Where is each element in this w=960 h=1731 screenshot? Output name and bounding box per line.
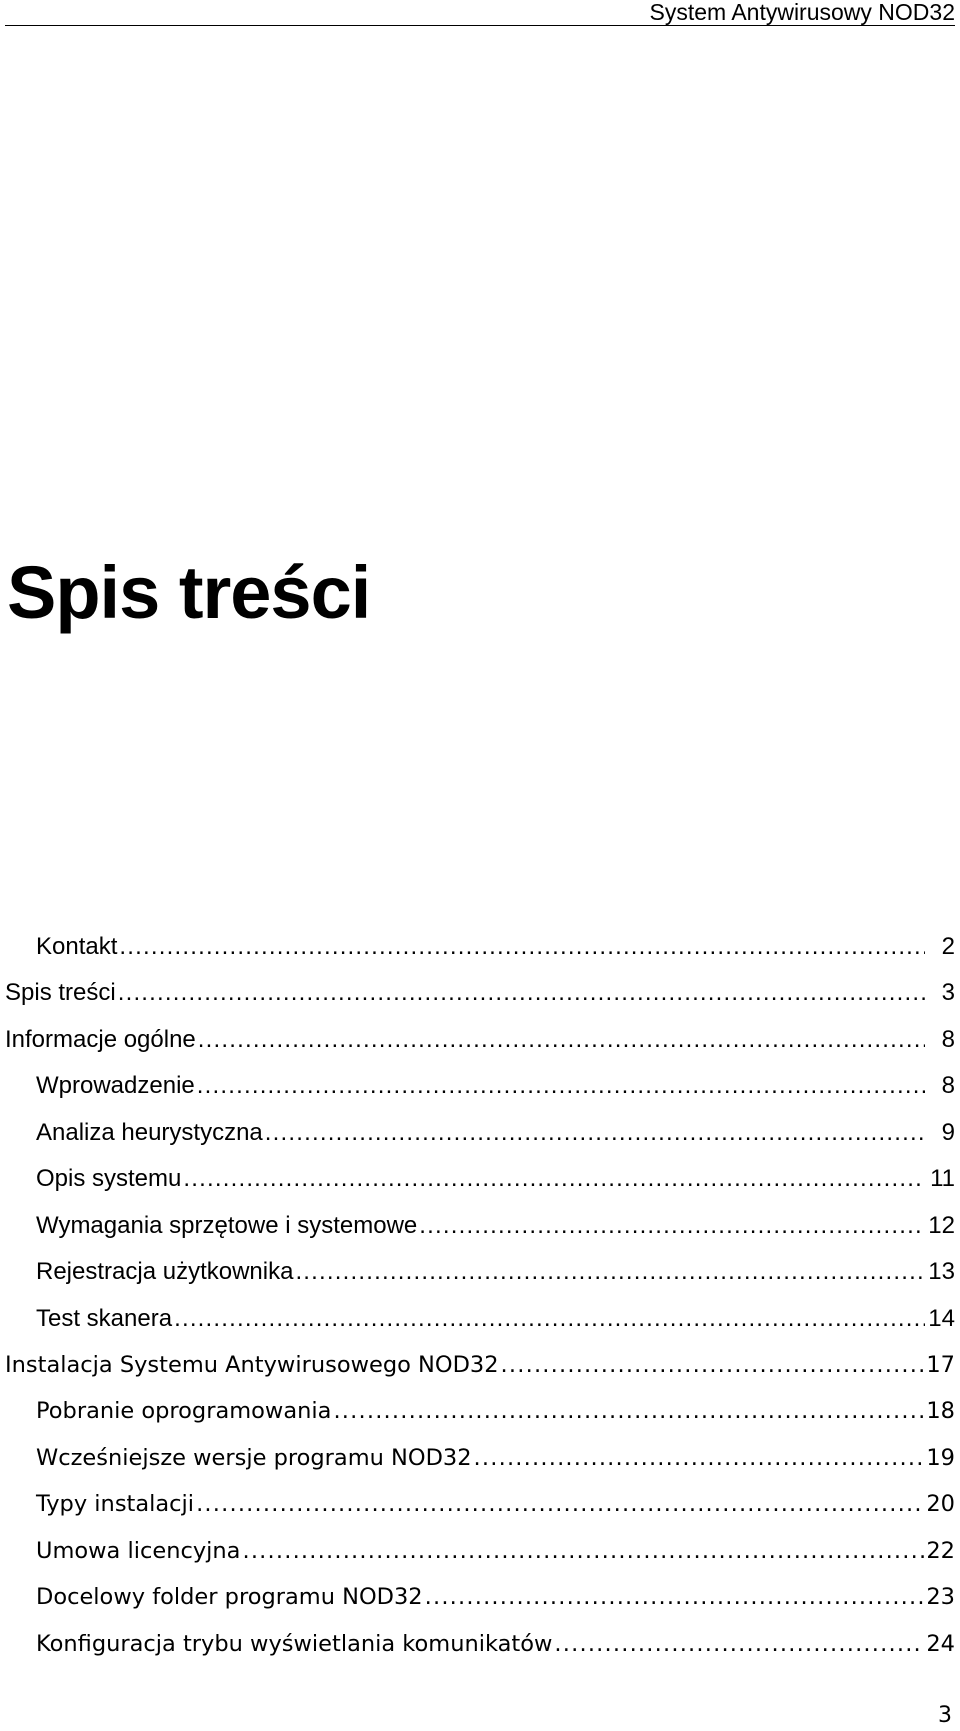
toc-entry[interactable] <box>5 1018 955 1064</box>
toc-entry-label: Umowa licencyjna <box>36 1537 241 1564</box>
toc-entry[interactable] <box>5 1204 955 1250</box>
toc-entry-label: Informacje ogólne <box>5 1025 196 1053</box>
toc-dot-leader <box>474 1436 925 1480</box>
toc-entry[interactable] <box>5 1250 955 1296</box>
toc-entry[interactable] <box>5 1111 955 1157</box>
toc-dot-leader <box>197 1064 925 1108</box>
table-of-contents <box>5 925 955 1668</box>
toc-entry-label: Typy instalacji <box>36 1491 195 1518</box>
toc-entry[interactable] <box>5 1622 955 1668</box>
toc-dot-leader <box>242 1529 924 1573</box>
toc-dot-leader <box>419 1204 925 1248</box>
page-title: Spis treści <box>7 551 371 634</box>
toc-entry-page: 17 <box>926 1351 955 1378</box>
toc-dot-leader <box>295 1250 925 1294</box>
toc-entry[interactable] <box>5 1064 955 1110</box>
toc-entry-page: 13 <box>928 1258 955 1286</box>
toc-entry-page: 11 <box>930 1165 955 1193</box>
toc-entry[interactable] <box>5 1436 955 1482</box>
toc-entry-label: Wcześniejsze wersje programu NOD32 <box>36 1444 472 1471</box>
toc-entry-page: 2 <box>941 933 955 960</box>
toc-dot-leader <box>554 1622 924 1666</box>
toc-entry-label: Spis treści <box>5 979 116 1007</box>
toc-entry-page: 12 <box>928 1211 955 1239</box>
toc-entry-page: 3 <box>941 979 955 1007</box>
toc-dot-leader <box>174 1297 925 1341</box>
toc-entry[interactable] <box>5 1343 955 1389</box>
toc-dot-leader <box>119 925 925 969</box>
toc-entry-page: 24 <box>926 1630 955 1657</box>
toc-entry-label: Pobranie oprogramowania <box>36 1398 332 1425</box>
toc-dot-leader <box>118 971 925 1015</box>
running-header-title: System Antywirusowy NOD32 <box>649 0 955 25</box>
toc-entry-page: 9 <box>941 1118 955 1146</box>
toc-entry-label: Wprowadzenie <box>36 1072 195 1100</box>
toc-entry[interactable] <box>5 1575 955 1621</box>
toc-entry[interactable] <box>5 1482 955 1528</box>
page-number: 3 <box>938 1703 952 1728</box>
toc-dot-leader <box>183 1157 925 1201</box>
toc-dot-leader <box>265 1111 925 1155</box>
toc-entry[interactable] <box>5 971 955 1017</box>
toc-entry-page: 20 <box>926 1491 955 1518</box>
toc-entry-label: Konfiguracja trybu wyświetlania komunikatów <box>36 1630 553 1657</box>
toc-entry[interactable] <box>5 1297 955 1343</box>
toc-dot-leader <box>198 1018 925 1062</box>
toc-entry-label: Opis systemu <box>36 1165 182 1193</box>
toc-entry-label: Wymagania sprzętowe i systemowe <box>36 1211 418 1239</box>
toc-entry-label: Rejestracja użytkownika <box>36 1258 294 1286</box>
running-header <box>5 0 955 26</box>
toc-entry-page: 22 <box>926 1537 955 1564</box>
toc-entry[interactable] <box>5 925 955 971</box>
toc-entry[interactable] <box>5 1157 955 1203</box>
toc-entry-page: 8 <box>941 1025 955 1053</box>
toc-dot-leader <box>501 1343 925 1387</box>
toc-entry-page: 14 <box>928 1304 955 1332</box>
toc-entry[interactable] <box>5 1529 955 1575</box>
toc-entry-page: 23 <box>926 1584 955 1611</box>
toc-entry-label: Analiza heurystyczna <box>36 1118 263 1146</box>
toc-entry-page: 19 <box>926 1444 955 1471</box>
toc-dot-leader <box>333 1389 924 1433</box>
toc-dot-leader <box>425 1575 925 1619</box>
toc-entry-label: Test skanera <box>36 1304 173 1332</box>
toc-entry-page: 8 <box>941 1072 955 1100</box>
toc-entry[interactable] <box>5 1389 955 1435</box>
toc-entry-label: Kontakt <box>36 933 118 960</box>
toc-dot-leader <box>196 1482 924 1526</box>
toc-entry-label: Instalacja Systemu Antywirusowego NOD32 <box>5 1351 499 1378</box>
toc-entry-page: 18 <box>926 1398 955 1425</box>
toc-entry-label: Docelowy folder programu NOD32 <box>36 1584 423 1611</box>
